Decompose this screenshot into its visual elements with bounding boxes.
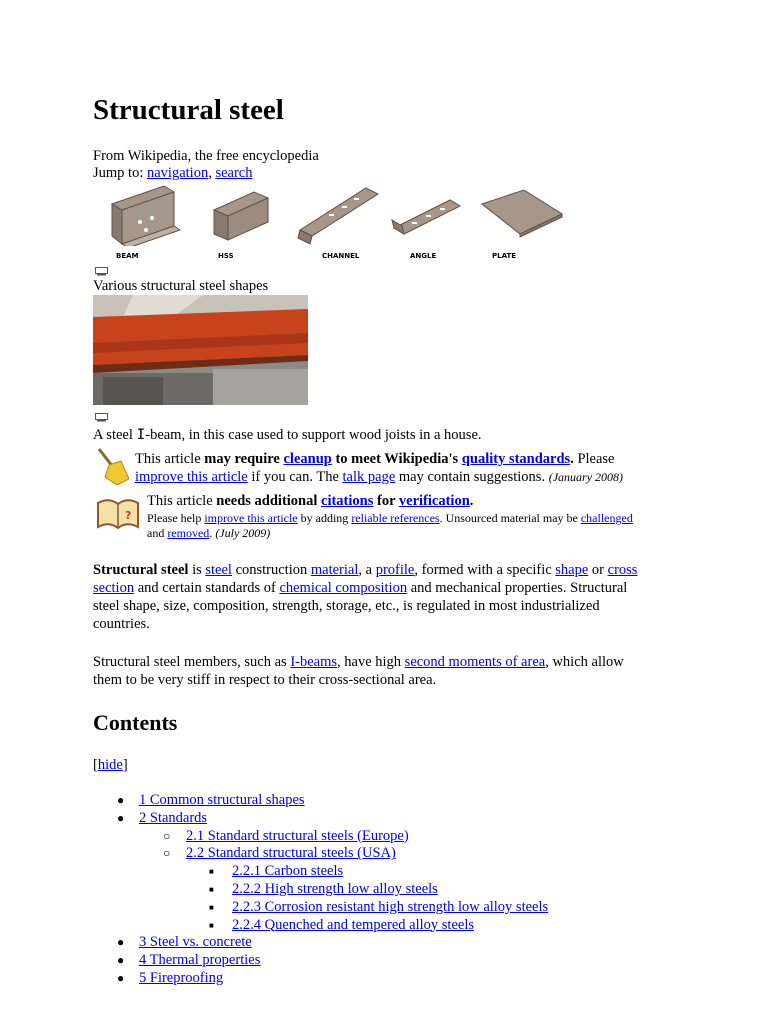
verification-link[interactable]: verification bbox=[398, 493, 470, 509]
book-icon bbox=[95, 495, 141, 533]
challenged-link[interactable]: challenged bbox=[580, 511, 633, 525]
svg-text:?: ? bbox=[125, 509, 132, 522]
removed-link[interactable]: removed bbox=[167, 526, 210, 540]
toc-item bbox=[93, 792, 693, 810]
toc-link[interactable]: 2.2.3 Corrosion resistant high strength low alloy steels bbox=[232, 898, 549, 915]
toc-link[interactable]: 1 Common structural shapes bbox=[139, 792, 305, 808]
steel-shapes-drawing bbox=[104, 184, 564, 246]
improve-article-link[interactable]: improve this article bbox=[135, 469, 248, 485]
toc-link[interactable]: 2.2.1 Carbon steels bbox=[232, 863, 344, 880]
shape-link[interactable]: shape bbox=[555, 562, 589, 578]
toc-item bbox=[93, 934, 693, 952]
material-link[interactable]: material bbox=[310, 562, 359, 578]
intro-paragraph: Structural steel is steel construction material, a profile, formed with a specific shape or cross section and certain standards of chemical composition and mechanical properties. Structural steel shape, size, composition, strength, storage, etc., is regulated in most industrialized countries. bbox=[93, 562, 638, 632]
cross-section-link[interactable]: cross bbox=[607, 562, 638, 578]
toc-link[interactable]: 2.2.4 Quenched and tempered alloy steels bbox=[232, 916, 474, 933]
toc-link[interactable]: 2 Standards bbox=[139, 809, 208, 826]
page-title: Structural steel bbox=[93, 94, 284, 126]
beam-photo-drawing bbox=[93, 295, 308, 405]
members-paragraph: Structural steel members, such as I-beams, have high second moments of area, which allow them to be very stiff in respect to their cross-sectional area. bbox=[93, 654, 624, 688]
shape-label-angle: ANGLE bbox=[410, 252, 437, 260]
toc-bullet: ■ bbox=[209, 867, 214, 877]
toc-bullet: ● bbox=[117, 935, 125, 950]
quality-standards-link[interactable]: quality standards bbox=[461, 451, 571, 467]
i-beam-glyph: I bbox=[136, 427, 146, 443]
steel-link[interactable]: steel bbox=[205, 562, 232, 578]
chemical-composition-link[interactable]: chemical composition bbox=[279, 580, 408, 596]
tagline: From Wikipedia, the free encyclopedia bbox=[93, 148, 319, 164]
shape-label-channel: CHANNEL bbox=[322, 252, 360, 260]
shape-label-beam: BEAM bbox=[116, 252, 139, 260]
table-of-contents bbox=[93, 792, 693, 988]
toc-bullet: ■ bbox=[209, 920, 214, 930]
toc-bullet: ■ bbox=[209, 884, 214, 894]
cleanup-link[interactable]: cleanup bbox=[283, 451, 332, 467]
jump-links: Jump to: navigation, search bbox=[93, 165, 253, 181]
toc-bullet: ● bbox=[117, 810, 125, 825]
toc-item bbox=[93, 952, 693, 970]
toc-item bbox=[93, 828, 693, 846]
talk-page-link[interactable]: talk page bbox=[342, 469, 396, 485]
search-link[interactable]: search bbox=[215, 165, 253, 181]
toc-item bbox=[93, 917, 693, 935]
cross-section-link-2[interactable]: section bbox=[93, 580, 135, 596]
improve-article-link-2[interactable]: improve this article bbox=[204, 511, 298, 525]
shape-label-plate: PLATE bbox=[492, 252, 517, 260]
reliable-references-link[interactable]: reliable references bbox=[351, 511, 440, 525]
toc-bullet: ● bbox=[117, 970, 125, 985]
steel-shapes-image[interactable] bbox=[104, 184, 564, 259]
enlarge-icon[interactable] bbox=[95, 267, 108, 276]
toc-bullet: ● bbox=[117, 953, 125, 968]
hide-toc-link[interactable]: hide bbox=[97, 757, 123, 773]
profile-link[interactable]: profile bbox=[375, 562, 415, 578]
toc-item bbox=[93, 845, 693, 863]
second-moments-link[interactable]: second moments of area bbox=[404, 654, 546, 670]
toc-item bbox=[93, 970, 693, 988]
shapes-caption: Various structural steel shapes bbox=[93, 278, 269, 294]
toc-link[interactable]: 5 Fireproofing bbox=[139, 969, 224, 986]
enlarge-icon[interactable] bbox=[95, 413, 108, 422]
toc-link[interactable]: 2.2 Standard structural steels (USA) bbox=[186, 845, 396, 862]
cleanup-notice: This article may require cleanup to meet Wikipedia's quality standards. Please improve this article if you can. The talk page may contain suggestions. (January 2008) bbox=[135, 451, 624, 485]
beam-caption: A steel I-beam, in this case used to support wood joists in a house. bbox=[93, 427, 482, 443]
citations-link[interactable]: citations bbox=[321, 493, 374, 509]
toc-item bbox=[93, 881, 693, 899]
toc-bullet: ■ bbox=[209, 902, 214, 912]
broom-icon bbox=[95, 447, 129, 485]
navigation-link[interactable]: navigation bbox=[146, 165, 209, 181]
toc-item bbox=[93, 810, 693, 828]
toc-link[interactable]: 2.1 Standard structural steels (Europe) bbox=[186, 827, 409, 844]
toc-item bbox=[93, 899, 693, 917]
shape-label-hss: HSS bbox=[218, 252, 234, 260]
toc-item bbox=[93, 863, 693, 881]
toc-toggle: [hide] bbox=[93, 757, 128, 773]
beam-photo[interactable] bbox=[93, 295, 308, 405]
citations-notice: This article needs additional citations for verification. Please help improve this article by adding reliable references. Unsourced material may be challenged and removed. (July 2009) bbox=[147, 493, 633, 540]
toc-bullet: ○ bbox=[163, 846, 171, 861]
toc-link[interactable]: 2.2.2 High strength low alloy steels bbox=[232, 880, 438, 897]
toc-bullet: ● bbox=[117, 793, 125, 807]
toc-link[interactable]: 3 Steel vs. concrete bbox=[139, 934, 252, 951]
i-beams-link[interactable]: I-beams bbox=[290, 654, 338, 670]
contents-heading: Contents bbox=[93, 710, 178, 735]
toc-link[interactable]: 4 Thermal properties bbox=[139, 952, 261, 969]
toc-bullet: ○ bbox=[163, 828, 171, 843]
